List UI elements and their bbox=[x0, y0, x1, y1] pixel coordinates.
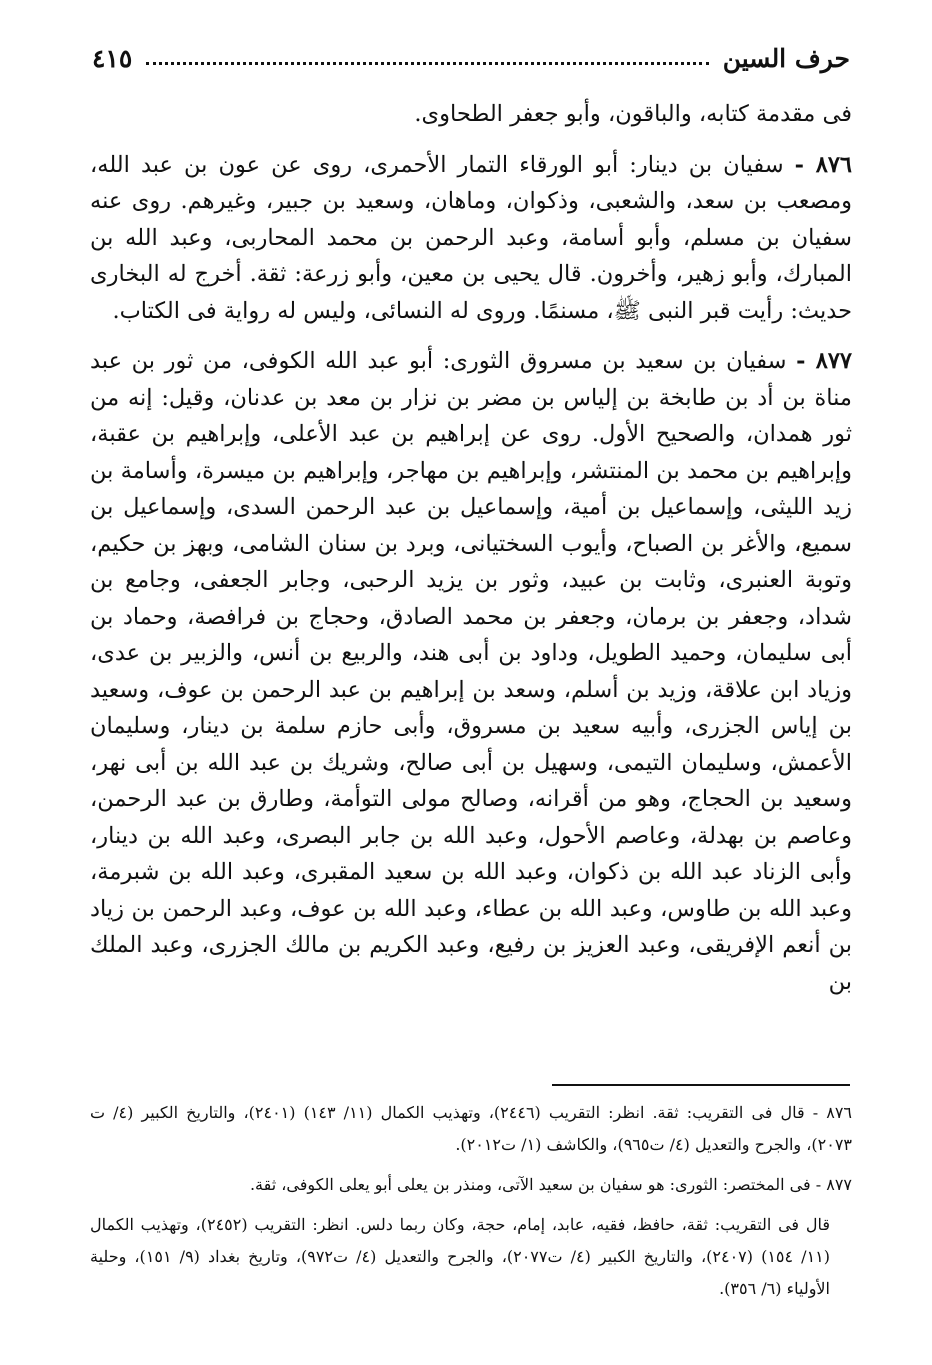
footnote-877-continued bbox=[90, 1209, 852, 1305]
continuation-paragraph: فى مقدمة كتابه، والباقون، وأبو جعفر الطحاوى. bbox=[414, 101, 852, 127]
entry-number: ٨٧٧ - bbox=[796, 348, 853, 374]
running-title: حرف السين bbox=[722, 43, 850, 73]
footnote-number: ٨٧٧ - bbox=[815, 1175, 852, 1194]
header-dot-leader bbox=[146, 62, 708, 65]
entry-876 bbox=[90, 147, 852, 330]
entry-number: ٨٧٦ - bbox=[794, 151, 853, 178]
main-text bbox=[90, 96, 852, 1000]
footnote-text: قال فى التقريب: ثقة. انظر: التقريب (٢٤٤٦)، وتهذيب الكمال (١١/ ١٤٣) (٢٤٠١)، والتاريخ الكبير (٤/ ت ٢٠٧٣)، والجرح والتعديل (٤/ ت٩٦٥)، والكاشف (١/ ت٢٠١٢). bbox=[90, 1103, 852, 1154]
page-number: ٤١٥ bbox=[92, 43, 133, 73]
entry-text: سفيان بن دينار: أبو الورقاء التمار الأحمرى، روى عن عون بن عبد الله، ومصعب بن سعد، والشعبى، وذكوان، وماهان، وسعيد بن جبير، وغيرهم. روى عنه سفيان بن مسلم، وأبو أسامة، وعبد الرحمن بن محمد المحاربى، وعبد الله بن المبارك، وأبو زهير، وأخرون. قال يحيى بن معين، وأبو زرعة: ثقة. أخرج له البخارى حديث: رأيت قبر النبى ﷺ، مسنمًا. وروى له النسائى، وليس له رواية فى الكتاب. bbox=[90, 151, 852, 324]
footnotes bbox=[90, 1097, 852, 1305]
footnote-text: فى المختصر: الثورى: هو سفيان بن سعيد الآتى، ومنذر بن يعلى أبو يعلى الكوفى، ثقة. bbox=[249, 1175, 811, 1194]
page-header bbox=[92, 38, 850, 78]
footnote-separator bbox=[552, 1084, 850, 1086]
entry-877 bbox=[90, 343, 852, 1000]
entry-text: سفيان بن سعيد بن مسروق الثورى: أبو عبد الله الكوفى، من ثور بن عبد مناة بن أد بن طابخة بن إلياس بن مضر بن نزار بن معد بن عدنان، وقيل: إنه من ثور همدان، والصحيح الأول. روى عن إبراهيم بن عبد الأعلى، وإبراهيم بن عقبة، وإبراهيم بن محمد بن المنتشر، وإبراهيم بن مهاجر، وإبراهيم بن ميسرة، وأسامة بن زيد الليثى، وإسماعيل بن أمية، وإسماعيل بن عبد الرحمن السدى، وإسماعيل بن سميع، والأغر بن الصباح، وأيوب السختيانى، وبرد بن سنان الشامى، وبهز بن حكيم، وتوبة العنبرى، وثابت بن عبيد، وثور بن يزيد الرحبى، وجابر الجعفى، وجامع بن شداد، وجعفر بن برمان، وجعفر بن محمد الصادق، وحجاج بن فرافصة، وحماد بن أبى سليمان، وحميد الطويل، وداود بن أبى هند، والربيع بن أنس، والزبير بن عدى، وزياد ابن علاقة، وزيد بن أسلم، وسعد بن إبراهيم بن عبد الرحمن بن عوف، وسعيد بن إياس الجزرى، وأبيه سعيد بن مسروق، وأبى حازم سلمة بن دينار، وسليمان الأعمش، وسليمان التيمى، وسهيل بن أبى صالح، وشريك بن عبد الله بن أبى نهر، وسعيد بن الحجاج، وهو من أقرانه، وصالح مولى التوأمة، وطارق بن عبد الرحمن، وعاصم بن بهدلة، وعاصم الأحول، وعبد الله بن جابر البصرى، وعبد الله بن دينار، وأبى الزناد عبد الله بن ذكوان، وعبد الله بن سعيد المقبرى، وعبد الله بن شبرمة، وعبد الله بن طاوس، وعبد الله بن عطاء، وعبد الله بن عوف، وعبد الرحمن بن زياد بن أنعم الإفريقى، وعبد العزيز بن رفيع، وعبد الكريم بن مالك الجزرى، وعبد الملك بن bbox=[90, 348, 852, 995]
footnote-876 bbox=[90, 1097, 852, 1161]
footnote-877 bbox=[90, 1169, 852, 1201]
footnote-number: ٨٧٦ - bbox=[812, 1103, 852, 1122]
footnote-text: قال فى التقريب: ثقة، حافظ، فقيه، عابد، إمام، حجة، وكان ربما دلس. انظر: التقريب (٢٤٥٢)، وتهذيب الكمال (١١/ ١٥٤) (٢٤٠٧)، والتاريخ الكبير (٤/ ت٢٠٧٧)، والجرح والتعديل (٤/ ت٩٧٢)، وتاريخ بغداد (٩/ ١٥١)، وحلية الأولياء (٦/ ٣٥٦). bbox=[90, 1215, 831, 1298]
